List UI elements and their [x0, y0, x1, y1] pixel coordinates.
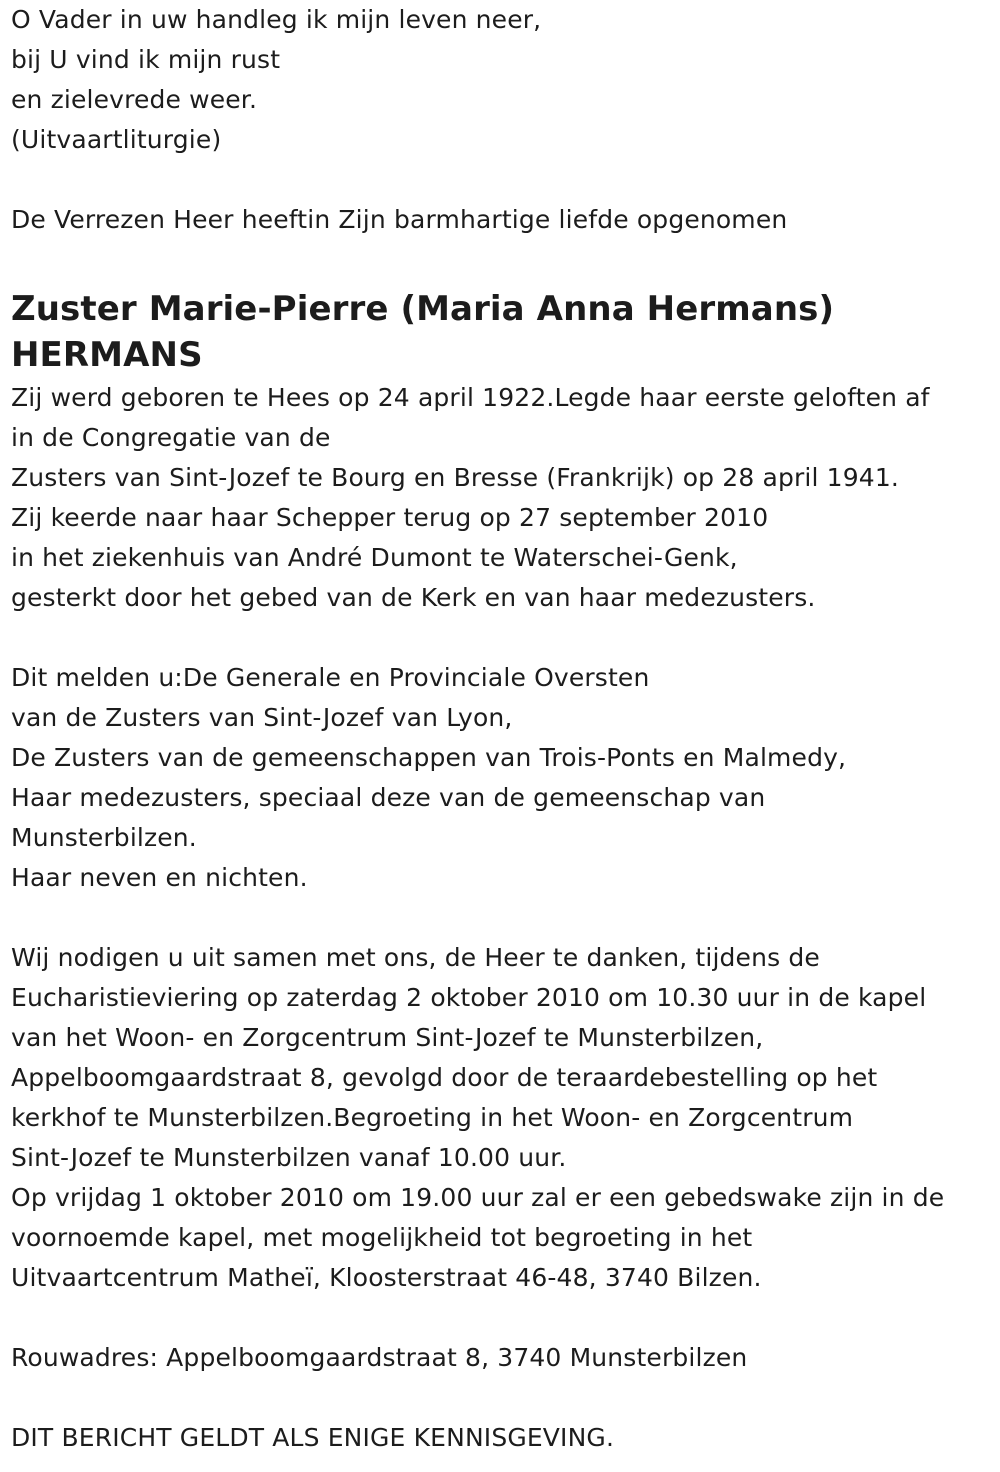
poem-line: O Vader in uw handleg ik mijn leven neer, [11, 5, 542, 34]
ceremony-line: van het Woon- en Zorgcentrum Sint-Jozef te Munsterbilzen, [11, 1023, 764, 1052]
biography-line: Zij keerde naar haar Schepper terug op 27 september 2010 [11, 503, 769, 532]
ceremony-line: Eucharistieviering op zaterdag 2 oktober 2010 om 10.30 uur in de kapel [11, 983, 927, 1012]
poem [11, 0, 991, 160]
ceremony-line: Op vrijdag 1 oktober 2010 om 19.00 uur zal er een gebedswake zijn in de [11, 1183, 945, 1212]
poem-line: bij U vind ik mijn rust [11, 45, 281, 74]
deceased-name-line: Zuster Marie-Pierre (Maria Anna Hermans) [11, 289, 835, 329]
ceremony-line: Uitvaartcentrum Matheï, Kloosterstraat 46-48, 3740 Bilzen. [11, 1263, 762, 1292]
ceremony-line: Sint-Jozef te Munsterbilzen vanaf 10.00 uur. [11, 1143, 567, 1172]
mourning-address: Rouwadres: Appelboomgaardstraat 8, 3740 Munsterbilzen [11, 1343, 748, 1372]
obituary-notice [11, 0, 991, 1458]
biography-line: in de Congregatie van de [11, 423, 331, 452]
announcer-line: Dit melden u:De Generale en Provinciale Oversten [11, 663, 650, 692]
ceremony-line: Wij nodigen u uit samen met ons, de Heer te danken, tijdens de [11, 943, 820, 972]
announcer-line: Munsterbilzen. [11, 823, 197, 852]
ceremony-line: kerkhof te Munsterbilzen.Begroeting in het Woon- en Zorgcentrum [11, 1103, 854, 1132]
ceremony-line: Appelboomgaardstraat 8, gevolgd door de teraardebestelling op het [11, 1063, 878, 1092]
notice-footer: DIT BERICHT GELDT ALS ENIGE KENNISGEVING. [11, 1423, 615, 1452]
biography [11, 378, 991, 618]
intro-text: De Verrezen Heer heeftin Zijn barmhartige liefde opgenomen [11, 205, 788, 234]
announcer-line: Haar neven en nichten. [11, 863, 308, 892]
biography-line: in het ziekenhuis van André Dumont te Waterschei-Genk, [11, 543, 738, 572]
poem-line: en zielevrede weer. [11, 85, 258, 114]
ceremony-details [11, 938, 991, 1298]
ceremony-line: voornoemde kapel, met mogelijkheid tot begroeting in het [11, 1223, 753, 1252]
biography-line: Zij werd geboren te Hees op 24 april 1922.Legde haar eerste geloften af [11, 383, 930, 412]
announcer-line: Haar medezusters, speciaal deze van de gemeenschap van [11, 783, 766, 812]
announcer-line: van de Zusters van Sint-Jozef van Lyon, [11, 703, 513, 732]
poem-source: (Uitvaartliturgie) [11, 125, 222, 154]
deceased-surname: HERMANS [11, 335, 203, 375]
announcer-line: De Zusters van de gemeenschappen van Trois-Ponts en Malmedy, [11, 743, 847, 772]
biography-line: Zusters van Sint-Jozef te Bourg en Bresse (Frankrijk) op 28 april 1941. [11, 463, 899, 492]
deceased-name [11, 286, 991, 378]
announcers [11, 658, 991, 898]
biography-line: gesterkt door het gebed van de Kerk en van haar medezusters. [11, 583, 816, 612]
